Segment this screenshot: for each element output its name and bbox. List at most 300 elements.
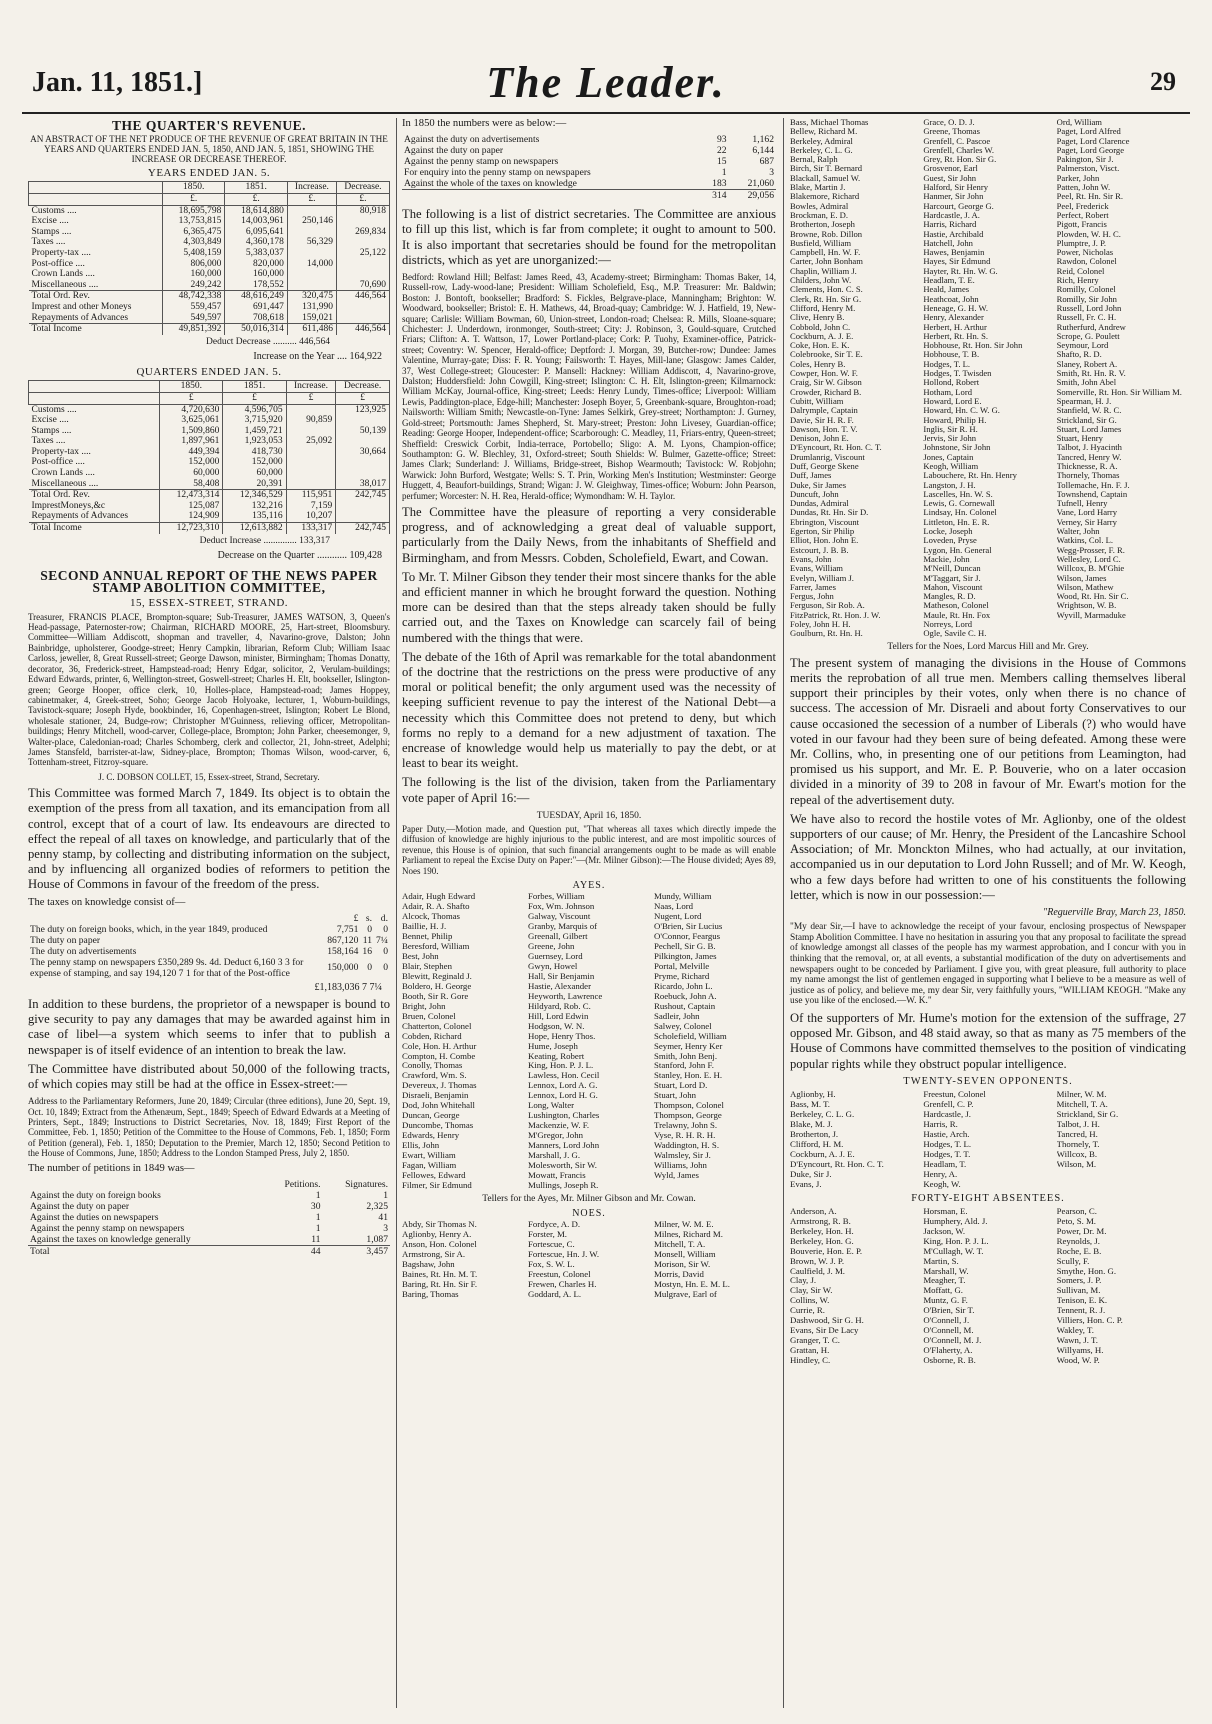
member-name: Marshall, J. G. bbox=[528, 1151, 581, 1161]
row-label: Against the penny stamp on newspapers bbox=[30, 1222, 185, 1234]
member-name: Foley, John H. H. bbox=[790, 620, 851, 630]
member-name: Cowper, Hon. W. F. bbox=[790, 369, 858, 379]
member-name: Mahon, Viscount bbox=[923, 582, 983, 592]
member-name: Moffatt, G. bbox=[923, 1286, 963, 1296]
row-label: Stamps .... bbox=[29, 227, 163, 238]
member-name: Chaplin, William J. bbox=[790, 266, 857, 276]
cell-value: 6,095,641 bbox=[225, 227, 288, 238]
member-name: Pechell, Sir G. B. bbox=[654, 942, 716, 952]
member-name: M'Taggart, Sir J. bbox=[923, 573, 981, 583]
cell-value bbox=[287, 280, 336, 291]
member-name: Littleton, Hn. E. R. bbox=[923, 517, 990, 527]
header-row bbox=[28, 1179, 390, 1190]
member-name: Clifford, Henry M. bbox=[790, 303, 856, 313]
member-name: Fordyce, A. D. bbox=[528, 1220, 581, 1230]
member-name: O'Brien, Sir T. bbox=[923, 1306, 975, 1316]
cell-value: 549,597 bbox=[162, 313, 225, 324]
member-name: Gwyn, Howel bbox=[528, 961, 578, 971]
report-title: SECOND ANNUAL REPORT OF THE NEWS PAPER STAMP ABOLITION COMMITTEE, bbox=[40, 568, 378, 596]
member-name: Labouchere, Rt. Hn. Henry bbox=[923, 471, 1017, 481]
member-name: Dod, John Whitehall bbox=[402, 1101, 475, 1111]
member-name: O'Brien, Sir Lucius bbox=[654, 922, 723, 932]
member-name: Mitchell, T. A. bbox=[654, 1240, 706, 1250]
cell-value: 320,475 bbox=[287, 291, 336, 302]
member-name: Herbert, Rt. Hn. S. bbox=[923, 331, 989, 341]
member-name: Stuart, John bbox=[654, 1091, 697, 1101]
cell-value: 22 bbox=[716, 145, 727, 157]
cell-value: 58,408 bbox=[160, 479, 223, 490]
column-header: Decrease. bbox=[336, 381, 390, 393]
cell-value: 269,834 bbox=[336, 227, 389, 238]
member-name: Mackie, John bbox=[923, 554, 970, 564]
row-label: Miscellaneous .... bbox=[29, 479, 160, 490]
report-address: 15, ESSEX-STREET, STRAND. bbox=[129, 597, 289, 610]
member-name: Stanford, John F. bbox=[654, 1061, 714, 1071]
column-unit: £. bbox=[287, 194, 336, 206]
member-name: Duke, Sir J. bbox=[790, 1169, 832, 1179]
table-row bbox=[29, 457, 390, 468]
member-name: Vyse, R. H. R. H. bbox=[654, 1131, 716, 1141]
member-name: Williams, John bbox=[654, 1160, 707, 1170]
member-name: Colebrooke, Sir T. E. bbox=[790, 350, 863, 360]
member-name: Matheson, Colonel bbox=[923, 601, 989, 611]
table-row bbox=[29, 216, 390, 227]
cell-value: 687 bbox=[759, 156, 774, 168]
cell-value: 6,144 bbox=[752, 145, 774, 157]
member-name: Evans, John bbox=[790, 554, 832, 564]
cell-value: 691,447 bbox=[225, 302, 288, 313]
column-header: s. bbox=[365, 912, 372, 924]
member-name: Bellew, Richard M. bbox=[790, 127, 858, 137]
column-header bbox=[29, 182, 163, 194]
cell-value: 446,564 bbox=[336, 324, 389, 335]
cell-value: 4,360,178 bbox=[225, 237, 288, 248]
row-label bbox=[402, 190, 700, 202]
member-name: O'Connell, M. J. bbox=[923, 1336, 982, 1346]
member-name: Granger, T. C. bbox=[790, 1336, 840, 1346]
member-name: Birch, Sir T. Bernard bbox=[790, 164, 862, 174]
member-name: Paget, Lord George bbox=[1056, 145, 1125, 155]
member-name: Craig, Sir W. Gibson bbox=[790, 378, 862, 388]
member-name: M'Gregor, John bbox=[528, 1131, 583, 1141]
member-name: Forster, M. bbox=[528, 1230, 567, 1240]
table-row bbox=[28, 946, 390, 957]
cell-value: 25,122 bbox=[336, 248, 389, 259]
table-row bbox=[28, 957, 390, 979]
member-name: Roebuck, John A. bbox=[654, 991, 717, 1001]
row-label: Customs .... bbox=[29, 404, 160, 415]
member-name: Sadleir, John bbox=[654, 1011, 700, 1021]
cell-value bbox=[287, 269, 336, 280]
row-label: Taxes .... bbox=[29, 237, 163, 248]
member-name: Drumlanrig, Viscount bbox=[790, 452, 865, 462]
cell-value: 4,720,630 bbox=[160, 404, 223, 415]
member-name: Berkeley, Admiral bbox=[790, 136, 853, 146]
member-name: Armstrong, Sir A. bbox=[402, 1250, 466, 1260]
cell-value: 150,000 bbox=[327, 962, 359, 974]
member-name: Willyams, H. bbox=[1056, 1346, 1104, 1356]
member-name: Wellesley, Lord C. bbox=[1056, 554, 1121, 564]
member-name: Ellis, John bbox=[402, 1141, 440, 1151]
member-name: Hastie, Archibald bbox=[923, 229, 984, 239]
table-row bbox=[29, 248, 390, 259]
member-name: Baines, Rt. Hn. M. T. bbox=[402, 1270, 478, 1280]
member-name: Grenfell, C. Pascoe bbox=[923, 136, 991, 146]
member-name: Childers, John W. bbox=[790, 276, 852, 286]
member-name: Freestun, Colonel bbox=[923, 1090, 986, 1100]
header-row bbox=[28, 913, 390, 924]
member-name: Hill, Lord Edwin bbox=[528, 1011, 589, 1021]
member-name: Talbot, J. Hyacinth bbox=[1056, 443, 1122, 453]
member-name: Reid, Colonel bbox=[1056, 266, 1105, 276]
member-name: Heneage, G. H. W. bbox=[923, 303, 989, 313]
member-name: Loveden, Pryse bbox=[923, 536, 977, 546]
member-name: Elliot, Hon. John E. bbox=[790, 536, 859, 546]
member-name: Martin, S. bbox=[923, 1256, 959, 1266]
member-name: Ricardo, John L. bbox=[654, 981, 713, 991]
table-row bbox=[402, 167, 776, 178]
member-name: Hayes, Sir Edmund bbox=[923, 257, 991, 267]
member-name: Scully, F. bbox=[1056, 1256, 1090, 1266]
member-name: Tennent, R. J. bbox=[1056, 1306, 1106, 1316]
member-name: Herbert, H. Arthur bbox=[923, 322, 987, 332]
member-name: Hastie, Arch. bbox=[923, 1129, 970, 1139]
member-name: Lindsay, Hn. Colonel bbox=[923, 508, 997, 518]
opponents-list bbox=[790, 1090, 1186, 1190]
cell-value: 12,473,314 bbox=[160, 490, 223, 501]
row-label: Against the duty on paper bbox=[30, 1200, 130, 1212]
member-name: Dawson, Hon. T. V. bbox=[790, 424, 858, 434]
column-header bbox=[28, 1179, 265, 1190]
member-name: Lennox, Lord H. G. bbox=[528, 1091, 598, 1101]
member-name: Mostyn, Hn. E. M. L. bbox=[654, 1279, 730, 1289]
member-name: Duncombe, Thomas bbox=[402, 1121, 474, 1131]
cell-value: 158,164 bbox=[327, 945, 359, 957]
cell-value bbox=[286, 426, 336, 437]
column-unit: £. bbox=[225, 194, 288, 206]
member-name: Stanley, Hon. E. H. bbox=[654, 1071, 723, 1081]
member-name: Spearman, H. J. bbox=[1056, 396, 1112, 406]
issue-date: Jan. 11, 1851.] bbox=[32, 67, 203, 98]
member-name: Blewitt, Reginald J. bbox=[402, 971, 472, 981]
row-label: Excise .... bbox=[29, 415, 160, 426]
member-name: Hodges, T. T. bbox=[923, 1149, 971, 1159]
member-name: Russell, Fr. C. H. bbox=[1056, 313, 1117, 323]
member-name: Dundas, Rt. Hn. Sir D. bbox=[790, 508, 869, 518]
member-name: Dundas, Admiral bbox=[790, 499, 849, 509]
cell-value: 131,990 bbox=[287, 302, 336, 313]
member-name: Monsell, William bbox=[654, 1250, 716, 1260]
cell-value: 242,745 bbox=[336, 490, 390, 501]
member-name: Seymer, Henry Ker bbox=[654, 1041, 723, 1051]
para-formed: This Committee was formed March 7, 1849. Its object is to obtain the exemption of the press from all taxation, and its emancipation from all control, except that of a court of law. Its endeavours are directed to effect the repeal of all taxes on knowledge, and particularly that of the penny stamp, by collecting and distributing information on the subject, and by influencing all organized bodies of reformers to petition the House of Commons in favour of the freedom of the press. bbox=[28, 786, 390, 892]
member-name: Talbot, J. H. bbox=[1056, 1119, 1100, 1129]
cell-value: 3,625,061 bbox=[160, 415, 223, 426]
member-name: Heald, James bbox=[923, 285, 970, 295]
page-number: 29 bbox=[1150, 67, 1176, 96]
member-name: Fox, Wm. Johnson bbox=[528, 902, 595, 912]
member-name: Edwards, Henry bbox=[402, 1131, 460, 1141]
cell-value: 5,383,037 bbox=[225, 248, 288, 259]
cell-value: 49,851,392 bbox=[162, 324, 225, 335]
member-name: Thornely, Thomas bbox=[1056, 471, 1120, 481]
revenue-intro: AN ABSTRACT OF THE NET PRODUCE OF THE REVENUE OF GREAT BRITAIN IN THE YEARS AND QUARTERS ENDED JAN. 5, 1850, AND JAN. 5, 1851, SHOWING THE INCREASE OR DECREASE THEREOF. bbox=[30, 134, 388, 165]
absentees-heading: FORTY-EIGHT ABSENTEES. bbox=[911, 1192, 1065, 1204]
member-name: Berkeley, C. L. G. bbox=[790, 1109, 855, 1119]
member-name: Grace, O. D. J. bbox=[923, 118, 975, 127]
member-name: Hume, Joseph bbox=[528, 1041, 578, 1051]
member-name: Mulgrave, Earl of bbox=[654, 1289, 717, 1299]
column-header: 1850. bbox=[162, 182, 225, 194]
cell-value: 3 bbox=[769, 167, 774, 179]
total-row bbox=[28, 1245, 390, 1257]
member-name: Browne, Rob. Dillon bbox=[790, 229, 863, 239]
member-name: Greene, Thomas bbox=[923, 127, 980, 137]
member-name: Evans, Sir De Lacy bbox=[790, 1326, 859, 1336]
cell-value: 820,000 bbox=[225, 259, 288, 270]
column-unit bbox=[29, 194, 163, 206]
member-name: Hobhouse, T. B. bbox=[923, 350, 980, 360]
motion-text: Paper Duty,—Motion made, and Question put, "That whereas all taxes which directly impede the diffusion of knowledge are highly injurious to the public interest, and are most impolitic sources of revenue, this House is of opinion, that such financial arrangements ought to be made as will enable Parliament to repeal the Excise Duty on Paper:"—(Mr. Milner Gibson):—The House divided; Ayes 89, Noes 190. bbox=[402, 824, 776, 876]
cell-value: 249,242 bbox=[162, 280, 225, 291]
member-name: Conolly, Thomas bbox=[402, 1061, 463, 1071]
row-label: Post-office .... bbox=[29, 457, 160, 468]
member-name: Grey, Rt. Hon. Sir G. bbox=[923, 155, 997, 165]
absentees-list bbox=[790, 1207, 1186, 1366]
row-label: Post-office .... bbox=[29, 259, 163, 270]
member-name: Henry, Alexander bbox=[923, 313, 984, 323]
member-name: Berkeley, Hon. H. bbox=[790, 1226, 854, 1236]
member-name: Harris, Richard bbox=[923, 220, 977, 230]
column-header: Signatures. bbox=[345, 1178, 388, 1190]
member-name: Bouverie, Hon. E. P. bbox=[790, 1246, 863, 1256]
member-name: Bass, M. T. bbox=[790, 1100, 830, 1109]
cell-value bbox=[336, 501, 390, 512]
member-name: Disraeli, Benjamin bbox=[402, 1091, 469, 1101]
member-name: Parker, John bbox=[1056, 173, 1100, 183]
member-name: Hotham, Lord bbox=[923, 387, 973, 397]
member-name: Davie, Sir H. R. F. bbox=[790, 415, 854, 425]
row-label: Against the whole of the taxes on knowledge bbox=[404, 178, 577, 190]
member-name: Meagher, T. bbox=[923, 1276, 966, 1286]
cell-value: 3 bbox=[383, 1222, 388, 1234]
member-name: Thicknesse, R. A. bbox=[1056, 461, 1118, 471]
member-name: Walmsley, Sir J. bbox=[654, 1151, 711, 1161]
member-name: Cockburn, A. J. E. bbox=[790, 331, 854, 341]
member-name: Stuart, Henry bbox=[1056, 434, 1103, 444]
member-name: Hayter, Rt. Hn. W. G. bbox=[923, 266, 998, 276]
cell-value: 30,664 bbox=[336, 447, 390, 458]
member-name: Thompson, Colonel bbox=[654, 1101, 724, 1111]
cell-value: 12,723,310 bbox=[160, 523, 223, 534]
cell-value bbox=[336, 237, 389, 248]
cell-value: 30 bbox=[310, 1200, 321, 1212]
row-label: Total Income bbox=[29, 324, 163, 335]
member-name: Strickland, Sir G. bbox=[1056, 415, 1117, 425]
member-name: Baring, Thomas bbox=[402, 1289, 459, 1299]
member-name: Devereux, J. Thomas bbox=[402, 1081, 477, 1091]
member-name: Keogh, William bbox=[923, 461, 979, 471]
column-2 bbox=[402, 118, 776, 1300]
row-label: ImprestMoneys,&c bbox=[29, 501, 160, 512]
table-row bbox=[29, 479, 390, 490]
cell-value: 12,613,882 bbox=[223, 523, 286, 534]
member-name: Headlam, T. E. bbox=[923, 276, 975, 286]
total-row bbox=[29, 313, 390, 324]
row-label: Imprest and other Moneys bbox=[29, 302, 163, 313]
member-name: Galway, Viscount bbox=[528, 912, 591, 922]
column-header: 1851. bbox=[225, 182, 288, 194]
cell-value: 250,146 bbox=[287, 216, 336, 227]
member-name: O'Connell, M. bbox=[923, 1326, 974, 1336]
member-name bbox=[654, 1181, 776, 1191]
committee-list: Treasurer, FRANCIS PLACE, Brompton-square; Sub-Treasurer, JAMES WATSON, 3, Queen's Head-passage, Paternoster-row; Chairman, RICHARD MOORE, 25, Hart-street, Bloomsbury. Committee—William Addiscott, shopman and traveller, 4, Navarino-grove, Dalston; John Bainbridge, upholsterer, Goodge-street; Henry Campkin, librarian, Reform Club; William Isaac Carloss, jeweller, 8, Great Russell-street; George Dawson, minister, Birmingham; Thomas Donatty, decorator, 36, Frederick-street, Hampstead-road; Henry Edgar, solicitor, 2, Verulam-buildings; Edward Edwards, printer, 6, Wellington-street, Goswell-street; Charles H. Elt, bookseller, Islington-green; George Hooper, office clerk, 10, Holles-place, Hampstead-road; James Hoppey, cabinetmaker, 4, Greek-street, Soho; George Jacob Holyoake, lecturer, 1, Woburn-buildings, Tavistock-square; Joseph Hyde, bookbinder, 16, Copenhagen-street, Islington; Robert Le Blond, wholesale stationer, 24, Budge-row; Christopher M'Guinness, relieving officer, Metropolitan-buildings; Henry Mitchell, wood-carver, College-place, Brompton; John Parker, cheesemonger, 9, Walter-place, Caledonian-road; Charles Schomberg, clerk and collector, 21, John-street, Adelphi; James Stansfeld, barrister-at-law, Sidney-place, Brompton; Thomas Wilson, wood-carver, 6, Tottenham-street, Fitzroy-square. bbox=[28, 611, 390, 768]
cell-value: 25,092 bbox=[286, 436, 336, 447]
row-label: The duty on paper bbox=[30, 934, 101, 946]
cell-value: 4,303,849 bbox=[162, 237, 225, 248]
total-row bbox=[29, 291, 390, 302]
table-row bbox=[28, 1212, 390, 1223]
member-name: Tenison, E. K. bbox=[1056, 1296, 1108, 1306]
cell-value: 44 bbox=[265, 1245, 323, 1257]
table-row bbox=[29, 269, 390, 280]
total-row bbox=[402, 190, 776, 202]
cell-value: 1 bbox=[315, 1189, 321, 1201]
member-name: Ogle, Savile C. H. bbox=[923, 629, 987, 639]
member-name: Fortescue, C. bbox=[528, 1240, 575, 1250]
member-name: Hodges, T. L. bbox=[923, 359, 971, 369]
member-name: Carter, John Bonham bbox=[790, 257, 863, 267]
cell-value: 183 bbox=[712, 178, 727, 190]
member-name: Hindley, C. bbox=[790, 1356, 831, 1366]
member-name bbox=[1057, 620, 1186, 629]
member-name: Romilly, Sir John bbox=[1056, 294, 1117, 304]
member-name: Morris, David bbox=[654, 1270, 704, 1280]
member-name: Hatchell, John bbox=[923, 238, 973, 248]
table-row bbox=[29, 426, 390, 437]
column-unit: £ bbox=[286, 392, 336, 404]
cell-value bbox=[287, 248, 336, 259]
member-name: Wood, W. P. bbox=[1056, 1356, 1100, 1366]
column-header: d. bbox=[380, 912, 388, 924]
revenue-title: THE QUARTER'S REVENUE. bbox=[112, 118, 306, 133]
ayes-list bbox=[402, 892, 776, 1191]
member-name: Wrightson, W. B. bbox=[1056, 601, 1117, 611]
member-name: Naas, Lord bbox=[654, 902, 694, 912]
row-label: Excise .... bbox=[29, 216, 163, 227]
member-name: Locke, Joseph bbox=[923, 527, 973, 537]
member-name: Lewis, G. Cornewall bbox=[923, 499, 995, 509]
table-row bbox=[28, 924, 390, 935]
column-unit: £ bbox=[223, 392, 286, 404]
member-name: Hanmer, Sir John bbox=[923, 192, 984, 202]
member-name: Milner, W. M. E. bbox=[654, 1220, 714, 1230]
cell-value: 13,753,815 bbox=[162, 216, 225, 227]
member-name: Mangles, R. D. bbox=[923, 592, 976, 602]
member-name: Cobbold, John C. bbox=[790, 322, 851, 332]
member-name: Rich, Henry bbox=[1056, 276, 1099, 286]
member-name: Tancred, Henry W. bbox=[1056, 452, 1122, 462]
member-name: Slaney, Robert A. bbox=[1056, 359, 1118, 369]
member-name: Aglionby, H. bbox=[790, 1090, 836, 1100]
member-name: Wood, Rt. Hn. Sir C. bbox=[1056, 592, 1129, 602]
cell-value: 611,486 bbox=[287, 324, 336, 335]
member-name: Greene, John bbox=[528, 942, 575, 952]
row-label: Against the duty on foreign books bbox=[30, 1189, 161, 1201]
member-name: Bowles, Admiral bbox=[790, 201, 849, 211]
petitions-table bbox=[28, 1179, 390, 1257]
member-name: Heyworth, Lawrence bbox=[528, 991, 603, 1001]
member-name: Duke, Sir James bbox=[790, 480, 847, 490]
cell-value: 559,457 bbox=[162, 302, 225, 313]
member-name: Farrer, James bbox=[790, 582, 836, 592]
member-name: Adair, R. A. Shafto bbox=[402, 902, 470, 912]
column-unit: £ bbox=[336, 392, 390, 404]
cell-value bbox=[286, 404, 336, 415]
member-name: Howard, Lord E. bbox=[923, 396, 982, 406]
para-division: The following is the list of the division, taken from the Parliamentary vote paper of April 16:— bbox=[402, 775, 776, 805]
member-name: O'Flaherty, A. bbox=[923, 1346, 973, 1356]
tuesday-line: TUESDAY, April 16, 1850. bbox=[536, 810, 642, 821]
table-row bbox=[28, 1223, 390, 1234]
cell-value: 18,695,798 bbox=[162, 205, 225, 216]
column-divider bbox=[396, 118, 397, 1708]
cell-value: 7,751 bbox=[336, 923, 359, 935]
member-name: Inglis, Sir R. H. bbox=[923, 424, 978, 434]
cell-value: 7,159 bbox=[286, 501, 336, 512]
member-name: Osborne, R. B. bbox=[923, 1356, 976, 1366]
numbers-1850-table bbox=[402, 134, 776, 201]
table-row bbox=[29, 237, 390, 248]
member-name: Blackall, Samuel W. bbox=[790, 173, 861, 183]
total-row bbox=[29, 523, 390, 534]
member-name: Hawes, Benjamin bbox=[923, 248, 985, 258]
member-name: Russell, Lord John bbox=[1056, 303, 1122, 313]
member-name: Chatterton, Colonel bbox=[402, 1021, 472, 1031]
row-label: Property-tax .... bbox=[29, 447, 160, 458]
member-name: Granby, Marquis of bbox=[528, 922, 598, 932]
cell-value: 115,951 bbox=[286, 490, 336, 501]
para-debate: The debate of the 16th of April was remarkable for the total abandonment of the doctrine that the restrictions on the press were productive of any moral or political benefit; the only argument used was the necessity of keeping sufficient revenue to pay the interest of the National Debt—a necessity which this Committee does not pretend to deny, but which forms no reply to a demand for a new adjustment of taxation. The encrease of knowledge would help us materially to pay the debt, or at least to bear its weight. bbox=[402, 649, 776, 771]
row-label: Stamps .... bbox=[29, 426, 160, 437]
member-name: Smythe, Hon. G. bbox=[1056, 1266, 1117, 1276]
member-name: Somers, J. P. bbox=[1056, 1276, 1102, 1286]
table-row bbox=[29, 280, 390, 291]
cell-value: 18,614,880 bbox=[225, 205, 288, 216]
member-name: Wilson, James bbox=[1056, 573, 1107, 583]
member-name: Muntz, G. F. bbox=[923, 1296, 968, 1306]
column-header bbox=[29, 381, 160, 393]
cell-value bbox=[336, 511, 390, 522]
member-name: Filmer, Sir Edmund bbox=[402, 1180, 472, 1190]
member-name: Jones, Captain bbox=[923, 452, 974, 462]
cell-value bbox=[336, 313, 389, 324]
secretaries-list: Bedford: Rowland Hill; Belfast: James Reed, 43, Academy-street; Birmingham: Thomas Baker, 14, Russell-row, Lady-wood-lane; President: William Scholefield, Esq., M.P. Treasurer: Mr. Baldwin; Boston: J. Bontoft, bookseller; Bradford: S. Fickles, Belgrave-place, Manningham; Brighton: W. Woodward, bookseller; Bristol: E. H. Mathews, 44, Broad-quay; Cambridge: W. J. Hatfield, 19, New-square; Carlisle: William Bowman, 60, Union-street, London-road; Chelsea: R. Mills, Sloane-square; Chichester: J. Underdown, ironmonger, South-street; City: J. Robinson, 3, Gould-square, Crutched Friars; Clifton: A. T. Wattson, 17, Lower Portland-place; Cork: P. Tuohy, Examiner-office, Patrick-street; Coventry: W. Spencer, Herald-office; Deptford: J. Morgan, 39, Butcher-row; Dundee: James Valentine, Murray-gate; Diss: F. R. Young; Failsworth: T. Hayes, Mill-lane; Glasgow: James Calder, 37, West College-street; Gloucester: P. Mansell: Hackney: William Addiscott, 4, Navarino-grove, Dalston; Huddersfield: John Cowgill, King-street; Islington: C. H. Elt, Islington-green; Kilmarnock: William McKay, Journal-office, King-street; Leeds: Henry Lundy, Times-office; Liverpool: William Lewis, Paddington-place, Edge-hill; Manchester: Joseph Boyer, 5, Greenbank-square, Broughton-road; Nailsworth: William Smith; Newcastle-on-Tyne: James Selkirk, Grey-street; Northampton: J. Gurney, Gold-street; Portsmouth: James Shepherd, St. Mary-street; Preston: John Livesey, Guardian-office; Reading: George Hooper, Independent-office; Scarborough: C. Meadley, 11, Friars-entry, Queen-street; Sheffield: Creswick Corbit, India-terrace, Portobello; Sligo: A. M. Lyons, Champion-office; Southampton: G. W. Blechley, 31, Oxford-street; South Shields: W. Bulmer, Gazette-office; Street: James Clark; Sunderland: J. Williams, Bridge-street, Bishop Wearmouth; Tavistock: W. Robjohn; Warwick: John Burford, Westgate; Wells: S. T. Prin, Working Men's Institution; Westminster: George Huggett, 4, Beaufort-buildings, Strand; Wigan: J. W. Gleighway, Times-office; Woburn: John Pearson, perfumer; Worcester: N. H. Rea, Herald-office; Wymondham: W. H. Taylor. bbox=[402, 272, 776, 501]
member-name: Grenfell, C. P. bbox=[923, 1100, 974, 1109]
member-name: Guernsey, Lord bbox=[528, 951, 583, 961]
cell-value: 16 bbox=[362, 945, 372, 957]
member-name: Ewart, William bbox=[402, 1151, 456, 1161]
cell-value: 11 bbox=[362, 934, 372, 946]
row-label: Against the taxes on knowledge generally bbox=[30, 1233, 191, 1245]
member-name: Tufnell, Henry bbox=[1056, 499, 1108, 509]
member-name: Berkeley, C. L. G. bbox=[790, 145, 853, 155]
row-label: Against the duty on paper bbox=[404, 145, 504, 157]
member-name: King, Hon. P. J. L. bbox=[923, 1236, 989, 1246]
member-name: Smith, Rt. Hn. R. V. bbox=[1056, 369, 1126, 379]
table-row bbox=[29, 436, 390, 447]
member-name: Hodges, T. Twisden bbox=[923, 369, 992, 379]
